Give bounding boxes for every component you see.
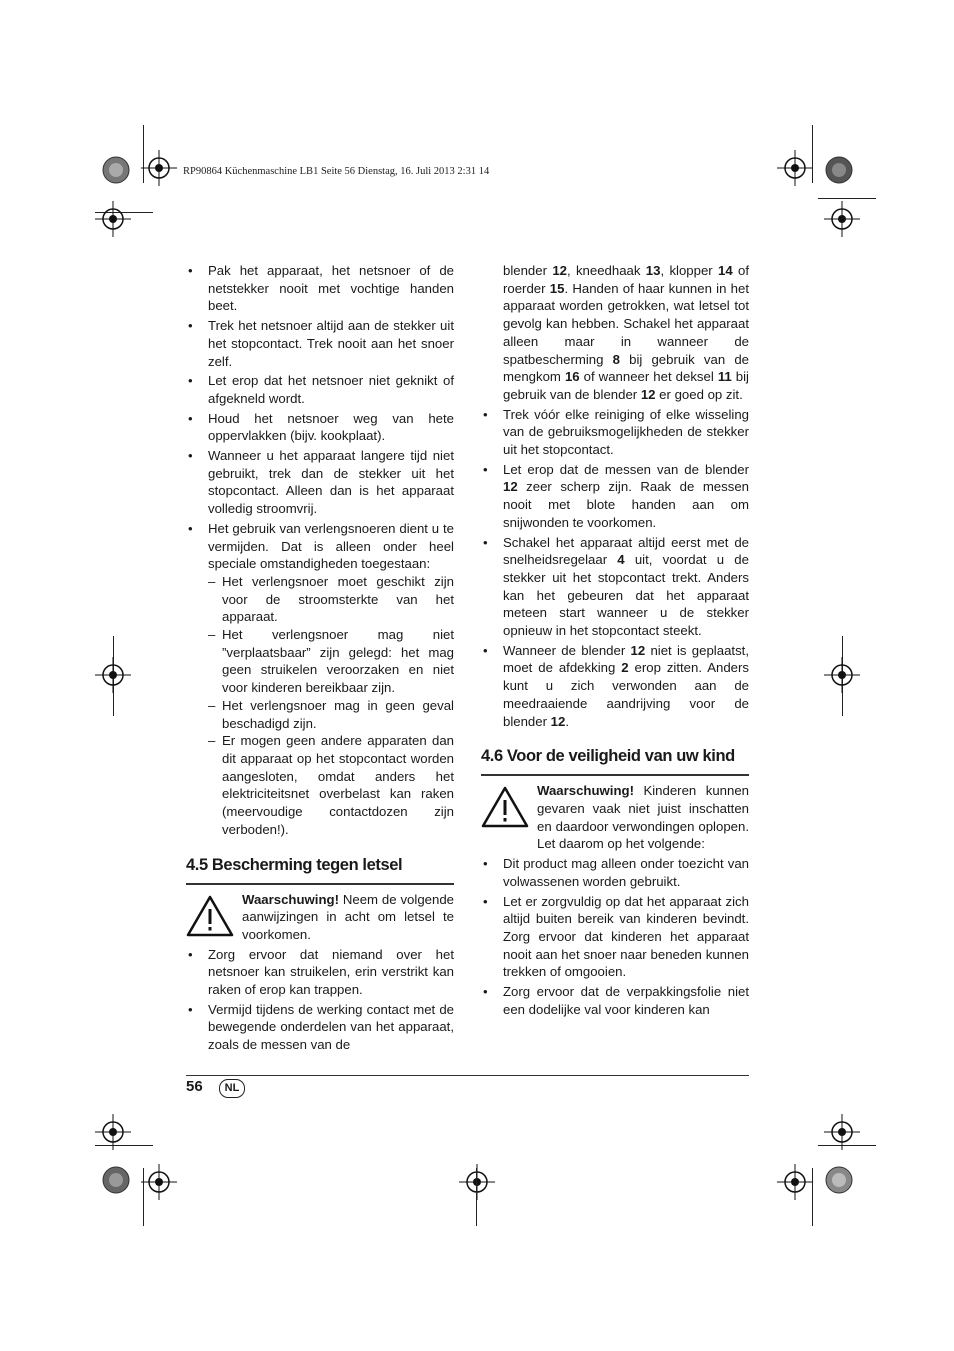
warning-triangle-icon <box>186 895 234 937</box>
list-item: • Zorg ervoor dat niemand over het netsnoer kan struikelen, erin verstrikt kan raken of erop kan trappen. <box>186 946 454 999</box>
footer-rule <box>186 1075 749 1076</box>
list-item: • Houd het netsnoer weg van hete oppervlakken (bijv. kookplaat). <box>186 410 454 445</box>
list-item: • Pak het apparaat, het netsnoer of de netstekker nooit met vochtige handen beet. <box>186 262 454 315</box>
print-header: RP90864 Küchenmaschine LB1 Seite 56 Dienstag, 16. Juli 2013 2:31 14 <box>183 166 490 177</box>
section-heading: 4.6 Voor de veiligheid van uw kind <box>481 747 735 766</box>
color-rosette-icon <box>101 1165 131 1195</box>
list-item-continuation: blender 12, kneedhaak 13, klopper 14 of roerder 15. Handen of haar kunnen in het apparaat worden getrokken, wat letsel tot gevolg kan hebben. Schakel het apparaat alleen maar in wanneer de spatbescherming 8 bij gebruik van de mengkom 16 of wanneer het deksel 11 bij gebruik van de blender 12 er goed op zit. <box>503 263 749 402</box>
warning-text: Neem de volgende aanwijzingen in acht om letsel te voorkomen. <box>242 891 454 942</box>
heading-rule <box>481 774 749 776</box>
section-heading: 4.5 Bescherming tegen letsel <box>186 855 403 874</box>
list-item: • Let erop dat de messen van de blender 12 zeer scherp zijn. Raak de messen nooit met blote handen aan om snijwonden te voorkomen. <box>481 461 749 532</box>
list-item: • Vermijd tijdens de werking contact met de bewegende onderdelen van het apparaat, zoals de messen van de <box>186 1001 454 1054</box>
warning-label: Waarschuwing! <box>537 783 634 799</box>
registration-target-icon <box>777 1164 813 1200</box>
registration-target-icon <box>141 150 177 186</box>
warning-triangle-icon <box>481 786 529 828</box>
page-number: 56 <box>186 1078 203 1095</box>
part-number: 4 <box>617 552 625 568</box>
right-column <box>481 262 749 1020</box>
registration-target-icon <box>459 1164 495 1200</box>
list-item: • Let erop dat het netsnoer niet geknikt of afgekneld wordt. <box>186 372 454 407</box>
list-item: • Zorg ervoor dat de verpakkingsfolie niet een dodelijke val voor kinderen kan <box>481 983 749 1018</box>
registration-target-icon <box>824 1114 860 1150</box>
warning-text: Kinderen kunnen gevaren vaak niet juist inschatten en daardoor verwondingen oplopen. Let daarom op het volgende: <box>537 783 749 852</box>
part-number: 2 <box>621 660 629 676</box>
list-item: • Dit product mag alleen onder toezicht van volwassenen worden gebruikt. <box>481 855 749 890</box>
list-item: • Wanneer u het apparaat langere tijd niet gebruikt, trek dan de stekker uit het stopcontact. Alleen dan is het apparaat volledig stroomvrij. <box>186 447 454 518</box>
warning-box <box>481 782 749 853</box>
part-number: 15 <box>549 280 565 296</box>
sub-list-item: – Het verlengsnoer mag niet ”verplaatsbaar” zijn gelegd: het mag geen struikelen veroorzaken en niet voor kinderen bereikbaar zijn. <box>186 626 454 697</box>
part-number: 12 <box>552 263 567 278</box>
registration-target-icon <box>95 201 131 237</box>
sub-list-item: – Het verlengsnoer moet geschikt zijn voor de stroomsterkte van het apparaat. <box>186 573 454 626</box>
part-number: 8 <box>612 351 620 367</box>
sub-list-item: – Er mogen geen andere apparaten dan dit apparaat op het stopcontact worden aangesloten, omdat anders het elektriciteitsnet overbelast kan raken (meervoudige contactdozen zijn verboden!). <box>186 732 454 838</box>
registration-target-icon <box>141 1164 177 1200</box>
list-item: • Het gebruik van verlengsnoeren dient u te vermijden. Dat is alleen onder heel speciale omstandigheden toegestaan: <box>186 520 454 573</box>
color-rosette-icon <box>824 1165 854 1195</box>
sub-list-item: – Het verlengsnoer mag in geen geval beschadigd zijn. <box>186 697 454 732</box>
warning-box <box>186 891 454 944</box>
part-number: 16 <box>564 369 580 385</box>
list-item: • Trek het netsnoer altijd aan de stekker uit het stopcontact. Trek nooit aan het snoer zelf. <box>186 317 454 370</box>
registration-target-icon <box>95 657 131 693</box>
part-number: 12 <box>630 642 646 658</box>
registration-target-icon <box>777 150 813 186</box>
part-number: 12 <box>640 386 656 402</box>
part-number: 12 <box>503 479 518 495</box>
registration-target-icon <box>95 1114 131 1150</box>
registration-target-icon <box>824 201 860 237</box>
part-number: 13 <box>645 263 661 278</box>
color-rosette-icon <box>101 155 131 185</box>
left-column <box>186 262 454 1056</box>
part-number: 14 <box>718 263 733 278</box>
list-item: • Trek vóór elke reiniging of elke wisseling van de gebruiksmogelijkheden de stekker uit het stopcontact. <box>481 406 749 459</box>
list-item: • Wanneer de blender 12 niet is geplaatst, moet de afdekking 2 erop zitten. Anders kunt u zich verwonden aan de meedraaiende aandrijving voor de blender 12. <box>481 642 749 731</box>
heading-rule <box>186 883 454 885</box>
color-rosette-icon <box>824 155 854 185</box>
language-badge: NL <box>219 1079 245 1098</box>
registration-target-icon <box>824 657 860 693</box>
part-number: 12 <box>550 713 566 729</box>
list-item: • Schakel het apparaat altijd eerst met de snelheidsregelaar 4 uit, voordat u de stekker uit het stopcontact trekt. Anders kan het gebeuren dat het apparaat meteen start wanneer u de stekker opnieuw in het stopcontact steekt. <box>481 534 749 640</box>
list-item: • Let er zorgvuldig op dat het apparaat zich altijd buiten bereik van kinderen bevindt. Zorg ervoor dat kinderen het apparaat nooit aan het snoer naar beneden kunnen trekken of omgooien. <box>481 893 749 982</box>
part-number: 11 <box>717 369 732 385</box>
warning-label: Waarschuwing! <box>242 891 339 907</box>
